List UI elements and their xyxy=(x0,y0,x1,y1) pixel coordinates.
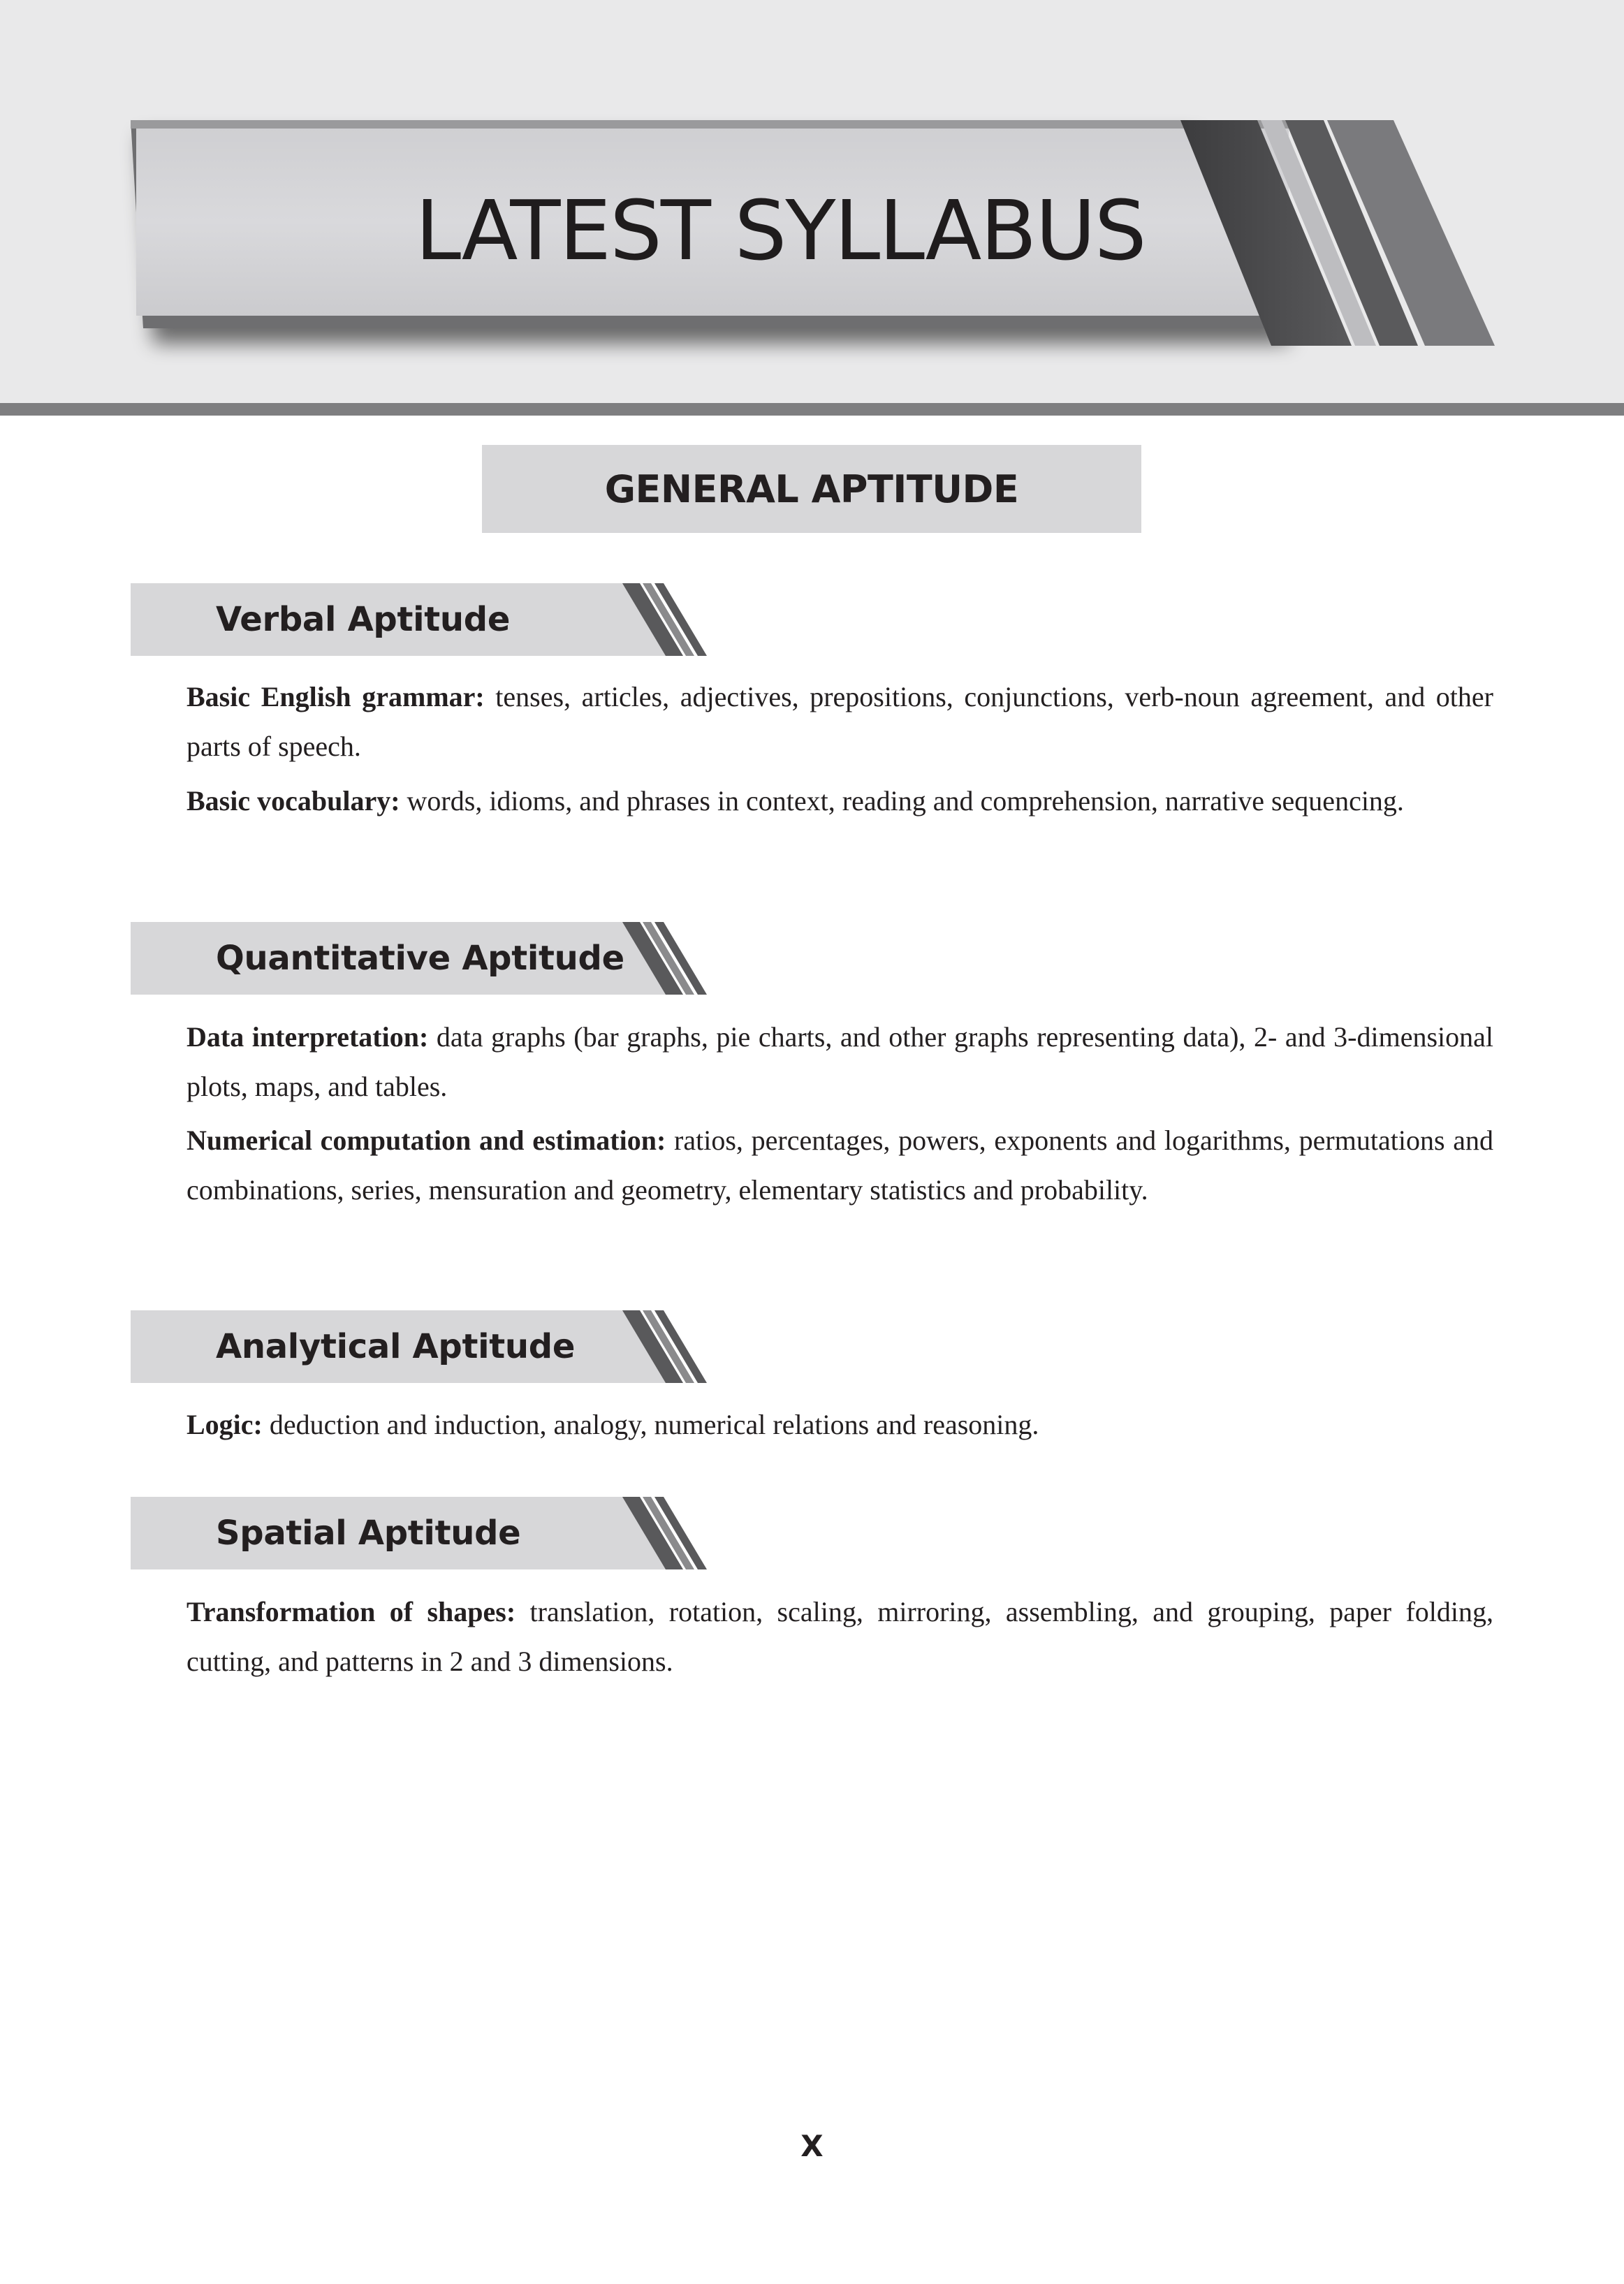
subsection-title: Spatial Aptitude xyxy=(216,1514,521,1553)
syllabus-item xyxy=(186,672,1493,771)
syllabus-term: Logic: xyxy=(186,1409,263,1440)
syllabus-item xyxy=(186,1012,1493,1111)
syllabus-term: Numerical computation and estimation: xyxy=(186,1125,666,1156)
subsection-tab-spatial xyxy=(131,1497,707,1569)
subsection-title: Verbal Aptitude xyxy=(216,600,511,639)
syllabus-term: Basic vocabulary: xyxy=(186,785,400,817)
page-title: LATEST SYLLABUS xyxy=(415,182,1146,279)
syllabus-text: translation, rotation, scaling, mirroring, assembling, and grouping, paper folding, cutting, and patterns in 2 and 3 dimensions. xyxy=(186,1596,1493,1677)
syllabus-item xyxy=(186,1115,1493,1215)
syllabus-text: data graphs (bar graphs, pie charts, and other graphs representing data), 2- and 3-dimensional plots, maps, and tables. xyxy=(186,1021,1493,1102)
syllabus-text: ratios, percentages, powers, exponents and logarithms, permutations and combinations, series, mensuration and geometry, elementary statistics and probability. xyxy=(186,1125,1493,1206)
header-divider xyxy=(0,403,1624,416)
syllabus-term: Data interpretation: xyxy=(186,1021,429,1053)
subsection-title: Quantitative Aptitude xyxy=(216,939,624,978)
syllabus-text: words, idioms, and phrases in context, reading and comprehension, narrative sequencing. xyxy=(400,785,1404,817)
syllabus-term: Basic English grammar: xyxy=(186,681,485,712)
syllabus-term: Transformation of shapes: xyxy=(186,1596,516,1627)
section-heading: GENERAL APTITUDE xyxy=(604,467,1019,511)
syllabus-text: tenses, articles, adjectives, prepositions, conjunctions, verb-noun agreement, and other parts of speech. xyxy=(186,681,1493,762)
syllabus-item xyxy=(186,776,1493,826)
subsection-tab-verbal xyxy=(131,583,707,656)
subsection-tab-analytical xyxy=(131,1310,707,1383)
syllabus-item xyxy=(186,1587,1493,1686)
section-heading-box xyxy=(482,445,1141,533)
syllabus-item xyxy=(186,1400,1493,1449)
page-number: X xyxy=(800,2129,824,2163)
subsection-tab-quantitative xyxy=(131,922,707,995)
syllabus-text: deduction and induction, analogy, numerical relations and reasoning. xyxy=(262,1409,1039,1440)
subsection-title: Analytical Aptitude xyxy=(216,1327,576,1366)
